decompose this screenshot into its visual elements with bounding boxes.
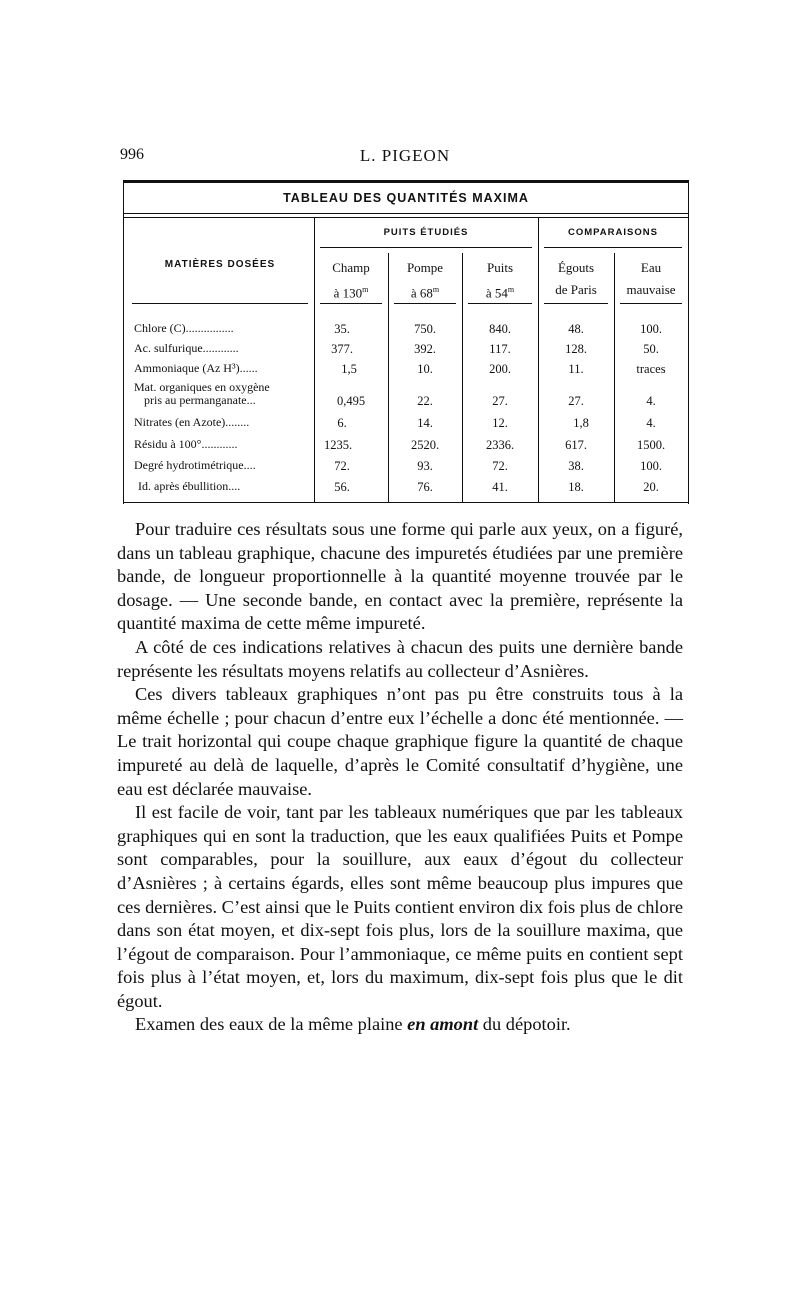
table-cell: 18. — [568, 480, 584, 494]
table-cell: 128. — [565, 342, 587, 356]
row-label: Mat. organiques en oxygène — [134, 381, 270, 394]
table-cell: 392. — [414, 342, 436, 356]
table-cell: 10. — [417, 362, 433, 376]
paragraph-last: Examen des eaux de la même plaine en amont du dépotoir. — [135, 1014, 571, 1035]
data-table — [123, 180, 689, 504]
table-cell: 1,8 — [573, 416, 589, 430]
table-cell: 41. — [492, 480, 508, 494]
table-cell: 14. — [417, 416, 433, 430]
row-label: Ammoniaque (Az H³)...... — [134, 362, 258, 375]
table-cell: 50. — [643, 342, 659, 356]
table-rule — [124, 217, 688, 218]
table-cell: 35. — [334, 322, 350, 336]
emphasis: en amont — [407, 1014, 479, 1035]
column-header: Égouts de Paris — [555, 260, 597, 297]
table-bottom-rule — [123, 502, 689, 503]
row-header: MATIÈRES DOSÉES — [164, 259, 276, 270]
paragraph: Il est facile de voir, tant par les tableaux numériques que par les tableaux graphiques qui en sont la traduction, que les eaux qualifiées Puits et Pompe sont comparables, pour la souillure, aux eaux d’égout du collecteur d’Asnières ; à certains égards, elles sont même beaucoup plus impures que ces dernières. C’est ainsi que le Puits contient environ dix fois plus de chlore dans son état moyen, et dix-sept fois plus, lors de la souillure maxima, que l’égout de comparaison. Pour l’ammoniaque, ce même puits en contient sept fois plus à l’état moyen, et, lors du maximum, dix-sept fois plus que le dit égout. — [117, 802, 683, 1011]
table-cell: 12. — [492, 416, 508, 430]
table-cell: 93. — [417, 459, 433, 473]
table-cell: 840. — [489, 322, 511, 336]
table-cell: 100. — [640, 459, 662, 473]
table-cell: 11. — [568, 362, 584, 376]
row-label-continuation: pris au permanganate... — [144, 394, 256, 407]
column-header: Puits à 54$^m$ — [485, 260, 515, 301]
header-rule — [544, 303, 608, 304]
group-brace — [320, 247, 532, 254]
body-text — [117, 518, 683, 1037]
header-rule — [468, 303, 532, 304]
table-title: TABLEAU DES QUANTITÉS MAXIMA — [283, 191, 529, 205]
row-label: Résidu à 100°............ — [134, 438, 238, 451]
row-label: Nitrates (en Azote)........ — [134, 416, 250, 429]
table-cell: 38. — [568, 459, 584, 473]
header-rule — [394, 303, 456, 304]
group-brace — [544, 247, 682, 254]
header-rule — [620, 303, 682, 304]
table-cell: 100. — [640, 322, 662, 336]
table-cell: 72. — [492, 459, 508, 473]
column-header: Eau mauvaise — [626, 260, 676, 297]
table-cell: 4. — [646, 394, 656, 408]
table-cell: 750. — [414, 322, 436, 336]
page-header — [120, 146, 690, 170]
paragraph: Ces divers tableaux graphiques n’ont pas pu être construits tous à la même échelle ; pour chacun d’entre eux l’échelle a donc été mentionnée. — Le trait horizontal qui coupe chaque graphique figure la quantité de chaque impureté au delà de laquelle, d’après le Comité consultatif d’hygiène, une eau est déclarée mauvaise. — [117, 684, 683, 799]
group-header-comparaisons: COMPARAISONS — [568, 227, 658, 238]
table-cell: 72. — [334, 459, 350, 473]
column-header: Champ à 130$^m$ — [332, 260, 370, 301]
table-cell: 2520. — [410, 438, 440, 452]
page-number: 996 — [120, 146, 144, 163]
table-cell: 1,5 — [341, 362, 357, 376]
table-cell: 117. — [489, 342, 511, 356]
table-cell: 1500. — [636, 438, 666, 452]
running-head: L. PIGEON — [359, 146, 451, 165]
table-cell: 20. — [643, 480, 659, 494]
table-cell: 22. — [417, 394, 433, 408]
table-cell: 2336. — [485, 438, 515, 452]
paragraph: Pour traduire ces résultats sous une forme qui parle aux yeux, on a figuré, dans un tableau graphique, chacune des impuretés étudiées par une première bande, de longueur proportionnelle à la quantité moyenne trouvée par le dosage. — Une seconde bande, en contact avec la première, représente la quantité maxima de cette même impureté. — [117, 519, 683, 634]
table-cell: 200. — [489, 362, 511, 376]
row-label: Degré hydrotimétrique.... — [134, 459, 256, 472]
table-cell: 377. — [331, 342, 353, 356]
table-cell: 1235. — [323, 438, 353, 452]
row-label: Id. après ébullition.... — [138, 480, 241, 493]
paragraph: A côté de ces indications relatives à chacun des puits une dernière bande représente les résultats moyens relatifs au collecteur d’Asnières. — [117, 636, 683, 681]
table-cell: 48. — [568, 322, 584, 336]
table-cell: 76. — [417, 480, 433, 494]
table-cell: 617. — [565, 438, 587, 452]
row-label: Ac. sulfurique............ — [134, 342, 239, 355]
header-rule — [320, 303, 382, 304]
table-cell: 27. — [492, 394, 508, 408]
header-rule — [132, 303, 308, 304]
table-cell: 6. — [337, 416, 347, 430]
table-cell: 0,495 — [336, 394, 366, 408]
table-rule — [124, 213, 688, 214]
table-cell: traces — [636, 362, 666, 376]
column-header: Pompe à 68$^m$ — [406, 260, 444, 301]
row-label: Chlore (C)................ — [134, 322, 234, 335]
table-cell: 4. — [646, 416, 656, 430]
table-cell: 27. — [568, 394, 584, 408]
table-cell: 56. — [334, 480, 350, 494]
group-header-puits: PUITS ÉTUDIÉS — [383, 227, 469, 238]
